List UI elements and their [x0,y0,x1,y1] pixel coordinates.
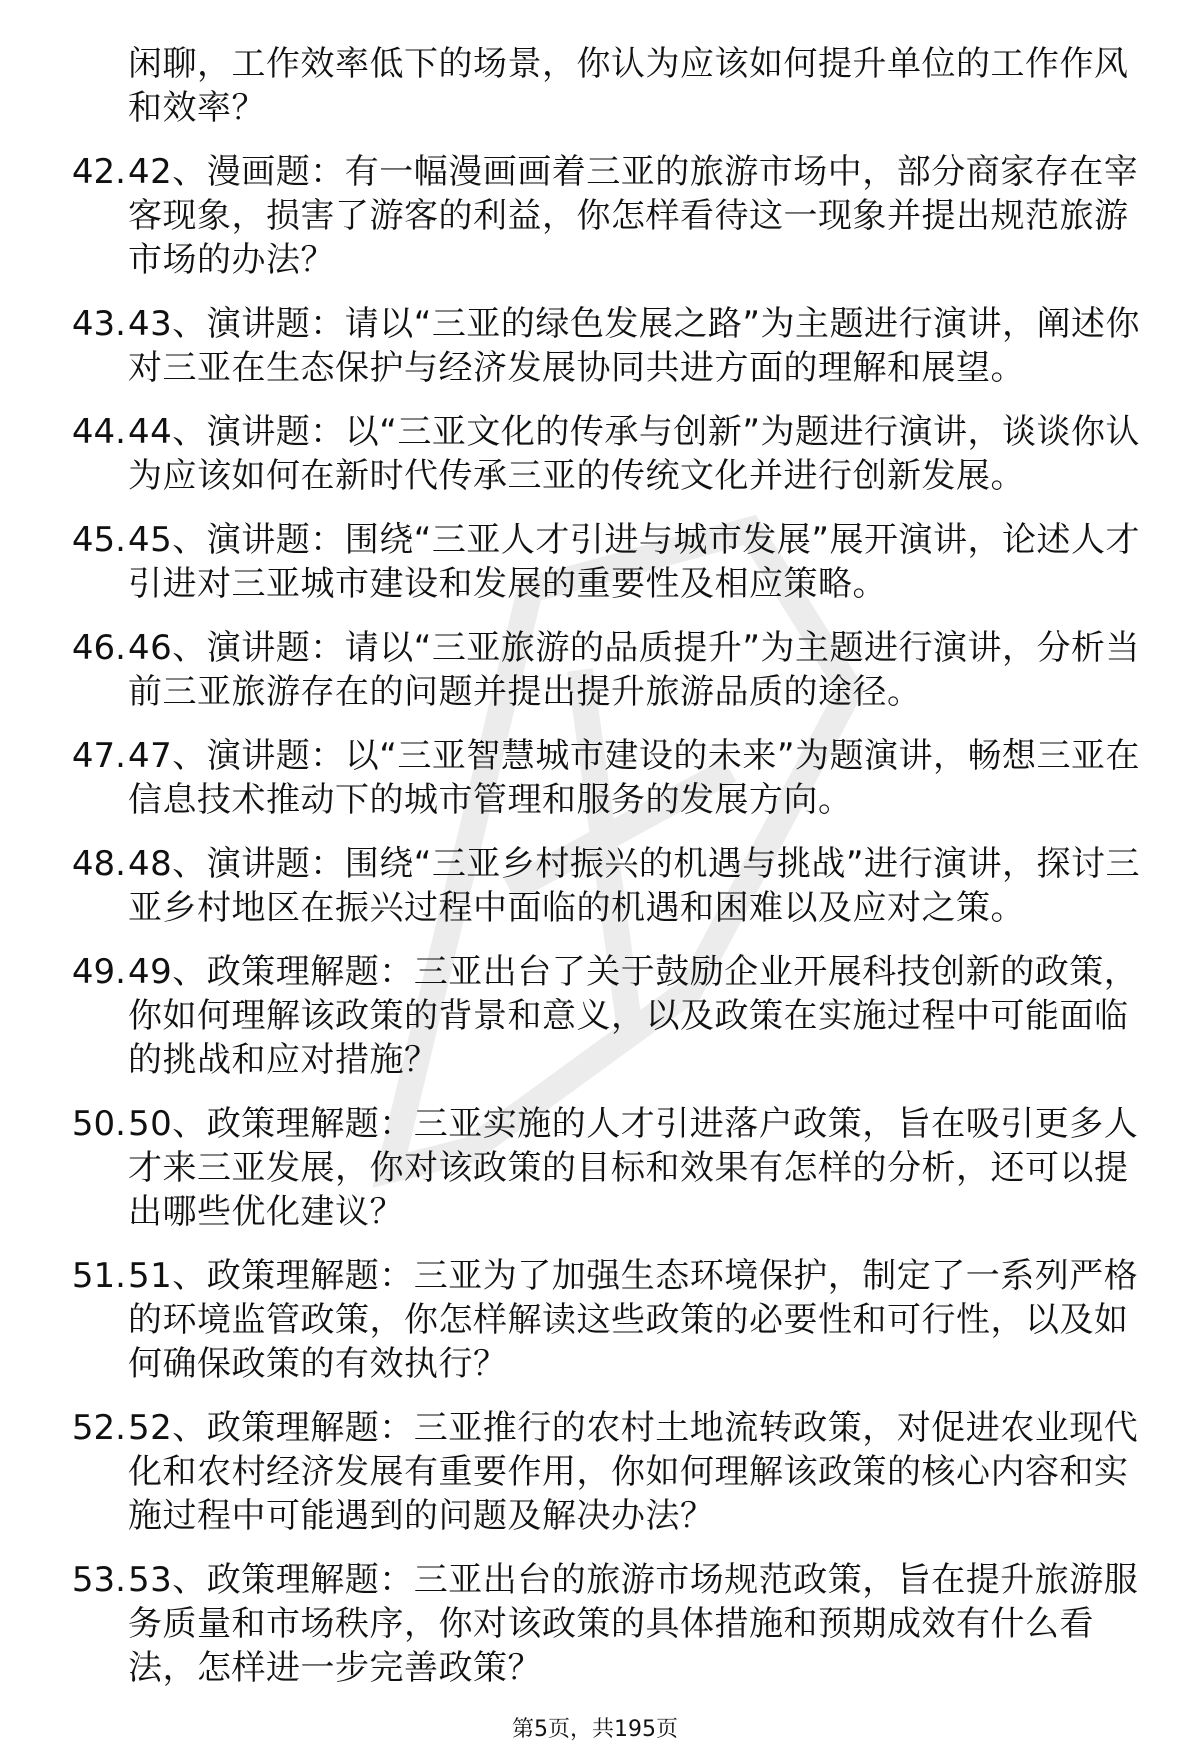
item-text: 47、演讲题：以“三亚智慧城市建设的未来”为题演讲，畅想三亚在信息技术推动下的城市管理和服务的发展方向。 [128,736,1140,820]
item-text: 43、演讲题：请以“三亚的绿色发展之路”为主题进行演讲，阐述你对三亚在生态保护与经济发展协同共进方面的理解和展望。 [128,304,1140,388]
item-number: 45. [71,520,126,560]
question-list [0,42,1190,1690]
item-text: 53、政策理解题：三亚出台的旅游市场规范政策，旨在提升旅游服务质量和市场秩序，你对该政策的具体措施和预期成效有什么看法，怎样进一步完善政策？ [128,1560,1139,1688]
item-text: 44、演讲题：以“三亚文化的传承与创新”为题进行演讲，谈谈你认为应该如何在新时代传承三亚的传统文化并进行创新发展。 [128,412,1140,496]
item-number: 53. [71,1560,126,1600]
item-number: 50. [71,1104,126,1144]
item-number: 46. [71,628,126,668]
list-item [0,1558,1190,1690]
list-item [0,1254,1190,1386]
list-item [0,518,1190,606]
item-text: 52、政策理解题：三亚推行的农村土地流转政策，对促进农业现代化和农村经济发展有重要作用，你如何理解该政策的核心内容和实施过程中可能遇到的问题及解决办法？ [128,1408,1139,1536]
page-footer: 第5页，共195页 [512,1717,678,1742]
item-number: 43. [71,304,126,344]
list-item [0,734,1190,822]
list-item [0,950,1190,1082]
item-text: 51、政策理解题：三亚为了加强生态环境保护，制定了一系列严格的环境监管政策，你怎样解读这些政策的必要性和可行性，以及如何确保政策的有效执行？ [128,1256,1139,1384]
list-item [0,1406,1190,1538]
item-number: 52. [71,1408,126,1448]
item-text: 50、政策理解题：三亚实施的人才引进落户政策，旨在吸引更多人才来三亚发展，你对该政策的目标和效果有怎样的分析，还可以提出哪些优化建议？ [128,1104,1139,1232]
item-number: 51. [71,1256,126,1296]
item-text: 49、政策理解题：三亚出台了关于鼓励企业开展科技创新的政策，你如何理解该政策的背景和意义，以及政策在实施过程中可能面临的挑战和应对措施？ [128,952,1139,1080]
item-text: 45、演讲题：围绕“三亚人才引进与城市发展”展开演讲，论述人才引进对三亚城市建设和发展的重要性及相应策略。 [128,520,1140,604]
item-number: 47. [71,736,126,776]
item-number: 48. [71,844,126,884]
item-number: 42. [71,152,126,192]
item-number: 49. [71,952,126,992]
list-item [0,302,1190,390]
list-item [0,150,1190,282]
list-item [0,626,1190,714]
continuation-text: 闲聊，工作效率低下的场景，你认为应该如何提升单位的工作作风和效率？ [128,44,1129,128]
item-text: 42、漫画题：有一幅漫画画着三亚的旅游市场中，部分商家存在宰客现象，损害了游客的利益，你怎样看待这一现象并提出规范旅游市场的办法？ [128,152,1139,280]
item-text: 48、演讲题：围绕“三亚乡村振兴的机遇与挑战”进行演讲，探讨三亚乡村地区在振兴过程中面临的机遇和困难以及应对之策。 [128,844,1140,928]
continuation-paragraph [0,42,1190,130]
item-text: 46、演讲题：请以“三亚旅游的品质提升”为主题进行演讲，分析当前三亚旅游存在的问题并提出提升旅游品质的途径。 [128,628,1140,712]
item-number: 44. [71,412,126,452]
list-item [0,1102,1190,1234]
list-item [0,842,1190,930]
list-item [0,410,1190,498]
